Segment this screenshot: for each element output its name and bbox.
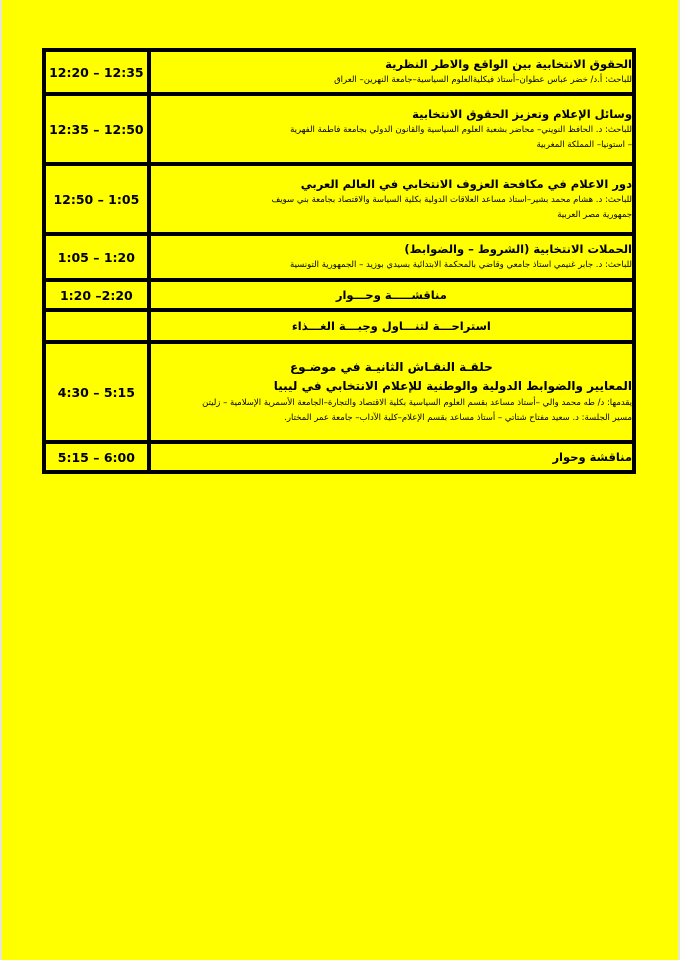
session2-time: 4:30 – 5:15 [44, 342, 149, 442]
session-speaker-cont: – استونيا– المملكة المغربية [536, 139, 632, 150]
table-row [44, 50, 634, 94]
session-time: 12:20 – 12:35 [44, 50, 149, 94]
table-row [44, 94, 634, 164]
break-cell [149, 310, 634, 342]
session2-subject: المعايير والضوابط الدولية والوطنية للإعلام الانتخابي في ليبيا [273, 379, 632, 393]
schedule-table [42, 48, 636, 474]
session-speaker: للباحث: د. هشام محمد بشير–استاذ مساعد العلاقات الدولية بكلية السياسة والاقتصاد بجامعة بني سويف [271, 194, 632, 205]
discussion-label: مناقشة وحوار [552, 450, 632, 464]
session-cell [149, 50, 634, 94]
break-time [44, 310, 149, 342]
session-title: وسائل الإعلام وتعزيز الحقوق الانتخابية [412, 106, 632, 121]
session-time: 12:35 – 12:50 [44, 94, 149, 164]
session-speaker: للباحث: د. الحافظ النويني– محاضر بشعبة العلوم السياسية والقانون الدولي بجامعة فاطمة الفهرية [290, 124, 632, 135]
session-cell [149, 94, 634, 164]
table-row [44, 442, 634, 472]
discussion-cell [149, 280, 634, 310]
table-row [44, 164, 634, 234]
table-row [44, 342, 634, 442]
session-speaker-cont: جمهورية مصر العربية [557, 209, 632, 220]
session-time: 12:50 – 1:05 [44, 164, 149, 234]
discussion-cell [149, 442, 634, 472]
session-title: الحملات الانتخابية (الشروط – والضوابط) [404, 242, 632, 256]
table-row [44, 280, 634, 310]
session-cell [149, 234, 634, 280]
session2-cell [149, 342, 634, 442]
session-title: دور الاعلام في مكافحة العزوف الانتخابي في العالم العربي [300, 176, 632, 191]
session-time: 1:05 – 1:20 [44, 234, 149, 280]
session-title: الحقوق الانتخابية بين الواقع والاطر النظرية [385, 57, 632, 71]
session-cell [149, 164, 634, 234]
break-label: استراحـــة لتنـــاول وجبـــة الغـــذاء [291, 319, 491, 333]
session-speaker: للباحث: د. جابر غنيمي استاذ جامعي وقاضي بالمحكمة الابتدائية بسيدي بوزيد – الجمهورية التونسية [290, 260, 632, 270]
discussion-label: مناقشـــــة وحـــوار [335, 288, 447, 302]
session2-chair: مسير الجلسة: د. سعيد مفتاح شتاتي – أستاذ مساعد بقسم الإعلام–كلية الآداب– جامعة عمر المختار. [284, 413, 632, 423]
table-row [44, 310, 634, 342]
table-row [44, 234, 634, 280]
discussion-time: 5:15 – 6:00 [44, 442, 149, 472]
session2-presenters: يقدمها: د/ طه محمد والي –أستاذ مساعد بقسم العلوم السياسية بكلية الاقتصاد والتجارة–الجامعة الأسمرية الإسلامية – زليتن [202, 398, 632, 408]
discussion-time: 1:20 –2:20 [44, 280, 149, 310]
session-speaker: للباحث: أ.د/ خضر عباس عطوان–أستاذ فيكليةالعلوم السياسية–جامعة النهرين– العراق [334, 75, 632, 85]
session2-heading: حلقـة النقـاش الثانيـة في موضـوع [289, 360, 493, 374]
